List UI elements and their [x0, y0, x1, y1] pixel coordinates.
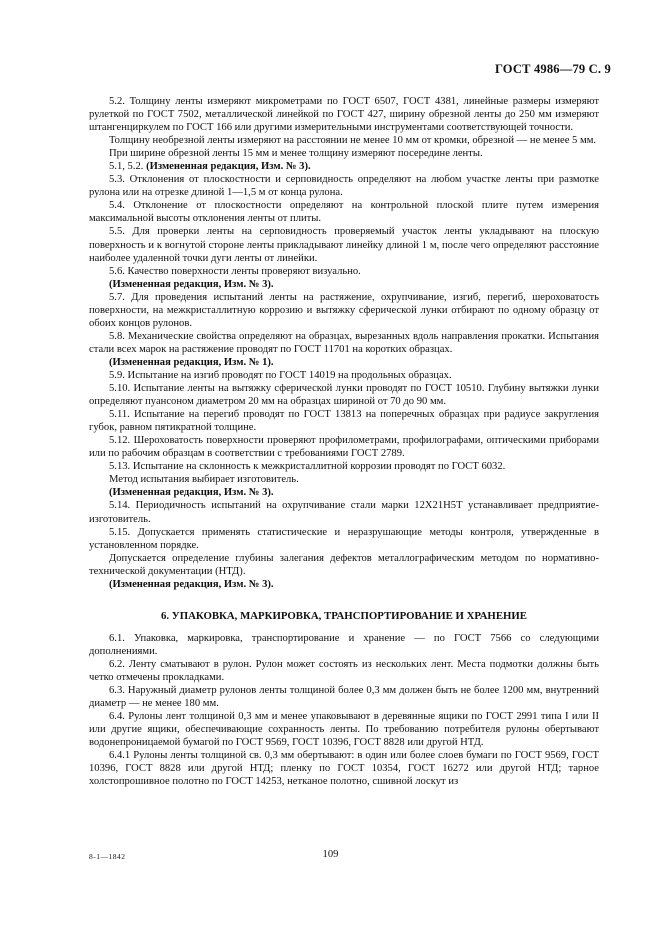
amendment-note: (Измененная редакция, Изм. № 1).: [109, 356, 274, 368]
section-5-paragraphs: [89, 95, 599, 591]
section-6-paragraphs: [89, 632, 599, 789]
paragraph-text: 5.10. Испытание ленты на вытяжку сферической лунки проводят по ГОСТ 10510. Глубину вытяжки лунки определяют пуансоном диаметром 20 мм на образцах шириной от 70 до 90 мм.: [89, 383, 599, 408]
page-header: ГОСТ 4986—79 С. 9: [494, 62, 611, 76]
paragraph: [89, 95, 599, 134]
paragraph: [89, 552, 599, 578]
paragraph: [89, 434, 599, 460]
paragraph-text: При ширине обрезной ленты 15 мм и менее толщину измеряют посередине ленты.: [109, 148, 483, 160]
paragraph-text: Допускается определение глубины залегания дефектов металлографическим методом по нормативно-технической документации (НТД).: [89, 552, 599, 577]
paragraph: [89, 369, 599, 382]
paragraph-text: 5.11. Испытание на перегиб проводят по ГОСТ 13813 на поперечных образцах при радиусе закругления губок, равном пятикратной толщине.: [89, 409, 599, 434]
paragraph-text: 5.4. Отклонение от плоскостности определяют на контрольной плоской плите путем измерения максимальной высоты отклонения ленты от плиты.: [89, 200, 599, 225]
paragraph-text: 5.6. Качество поверхности ленты проверяют визуально.: [109, 265, 361, 277]
page-number: 109: [322, 849, 339, 860]
paragraph: [89, 408, 599, 434]
paragraph: [89, 291, 599, 330]
amendment-note: (Измененная редакция, Изм. № 3).: [109, 578, 274, 590]
paragraph: [89, 632, 599, 658]
paragraph-text: Метод испытания выбирает изготовитель.: [109, 474, 299, 486]
paragraph-text: 6.4. Рулоны лент толщиной 0,3 мм и менее упаковывают в деревянные ящики по ГОСТ 2991 типа I или II или другие ящики, обеспечивающие сохранность ленты. По требованию потребителя рулоны обертывают водонепроницаемой бумагой по ГОСТ 9569, ГОСТ 10396, ГОСТ 8828 или другой НТД.: [89, 711, 599, 749]
paragraph: [89, 330, 599, 356]
amendment-note: (Измененная редакция, Изм. № 3).: [146, 161, 311, 173]
paragraph: [89, 225, 599, 264]
paragraph: [89, 173, 599, 199]
paragraph-text: 5.9. Испытание на изгиб проводят по ГОСТ 14019 на продольных образцах.: [109, 369, 452, 381]
paragraph-text: 5.12. Шероховатость поверхности проверяют профилометрами, профилографами, оптическими приборами или по рабочим образцам в соответствии с требованиями ГОСТ 2789.: [89, 435, 599, 460]
paragraph: [89, 460, 599, 473]
paragraph: [89, 473, 599, 486]
paragraph: [89, 684, 599, 710]
paragraph: [89, 710, 599, 749]
paragraph: [89, 199, 599, 225]
paragraph-text: 5.14. Периодичность испытаний на охрупчивание стали марки 12Х21Н5Т устанавливает предприятие-изготовитель.: [89, 500, 599, 525]
paragraph-text: 5.5. Для проверки ленты на серповидность проверяемый участок ленты укладывают на плоскую поверхность и к вогнутой стороне ленты прикладывают линейку длиной 1 м, после чего определяют расстояние наиболее удаленной точки дуги ленты от линейки.: [89, 226, 599, 264]
paragraph: [89, 265, 599, 278]
paragraph-text: 6.4.1 Рулоны ленты толщиной св. 0,3 мм обертывают: в один или более слоев бумаги по ГОСТ 9569, ГОСТ 10396, ГОСТ 8828 или другой НТД; пленку по ГОСТ 10354, ГОСТ 16272 или другой НТД; тарное холстопрошивное полотно по ГОСТ 14253, нетканое полотно, сшивной лоскут из: [89, 750, 599, 788]
paragraph-text: 5.2. Толщину ленты измеряют микрометрами по ГОСТ 6507, ГОСТ 4381, линейные размеры измеряют рулеткой по ГОСТ 7502, металлической линейкой по ГОСТ 427, ширину обрезной ленты до 250 мм измеряют штангенциркулем по ГОСТ 166 или другими измерительными инструментами соответствующей точности.: [89, 96, 599, 134]
paragraph-text: 6.1. Упаковка, маркировка, транспортирование и хранение — по ГОСТ 7566 со следующими дополнениями.: [89, 632, 599, 657]
footer-print-code: 8-1—1842: [89, 852, 126, 861]
body-text: [89, 95, 599, 788]
paragraph: [89, 134, 599, 147]
paragraph: [89, 382, 599, 408]
paragraph-text: 5.7. Для проведения испытаний ленты на растяжение, охрупчивание, изгиб, перегиб, шероховатость поверхности, на межкристаллитную коррозию и вытяжку сферической лунки отбирают по одному образцу от обоих концов рулонов.: [89, 291, 599, 329]
amendment-note: (Измененная редакция, Изм. № 3).: [109, 278, 274, 290]
paragraph: [89, 526, 599, 552]
amendment-note: (Измененная редакция, Изм. № 3).: [109, 487, 274, 499]
section-title: 6. УПАКОВКА, МАРКИРОВКА, ТРАНСПОРТИРОВАНИЕ И ХРАНЕНИЕ: [160, 609, 528, 622]
paragraph-text: 5.3. Отклонения от плоскостности и серповидность определяют на любом участке ленты при размотке рулона или на отрезке длиной 1—1,5 м от конца рулона.: [89, 174, 599, 199]
paragraph-text: 5.13. Испытание на склонность к межкристаллитной коррозии проводят по ГОСТ 6032.: [109, 461, 506, 473]
paragraph-text: 6.2. Ленту сматывают в рулон. Рулон может состоять из нескольких лент. Места подмотки должны быть четко отмечены прокладками.: [89, 658, 599, 683]
paragraph: [89, 160, 599, 173]
paragraph-text: 6.3. Наружный диаметр рулонов ленты толщиной более 0,3 мм должен быть не более 1200 мм, внутренний диаметр — не менее 180 мм.: [89, 685, 599, 710]
paragraph-text: 5.8. Механические свойства определяют на образцах, вырезанных вдоль направления прокатки. Испытания стали всех марок на растяжение проводят по ГОСТ 11701 на коротких образцах.: [89, 330, 599, 355]
paragraph-text: 5.1, 5.2.: [109, 161, 147, 173]
paragraph: [89, 658, 599, 684]
paragraph-text: Толщину необрезной ленты измеряют на расстоянии не менее 10 мм от кромки, обрезной — не менее 5 мм.: [109, 135, 597, 147]
paragraph-text: 5.15. Допускается применять статистические и неразрушающие методы контроля, утвержденные в установленном порядке.: [89, 526, 599, 551]
paragraph: [89, 147, 599, 160]
paragraph: [89, 749, 599, 788]
paragraph: [89, 499, 599, 525]
